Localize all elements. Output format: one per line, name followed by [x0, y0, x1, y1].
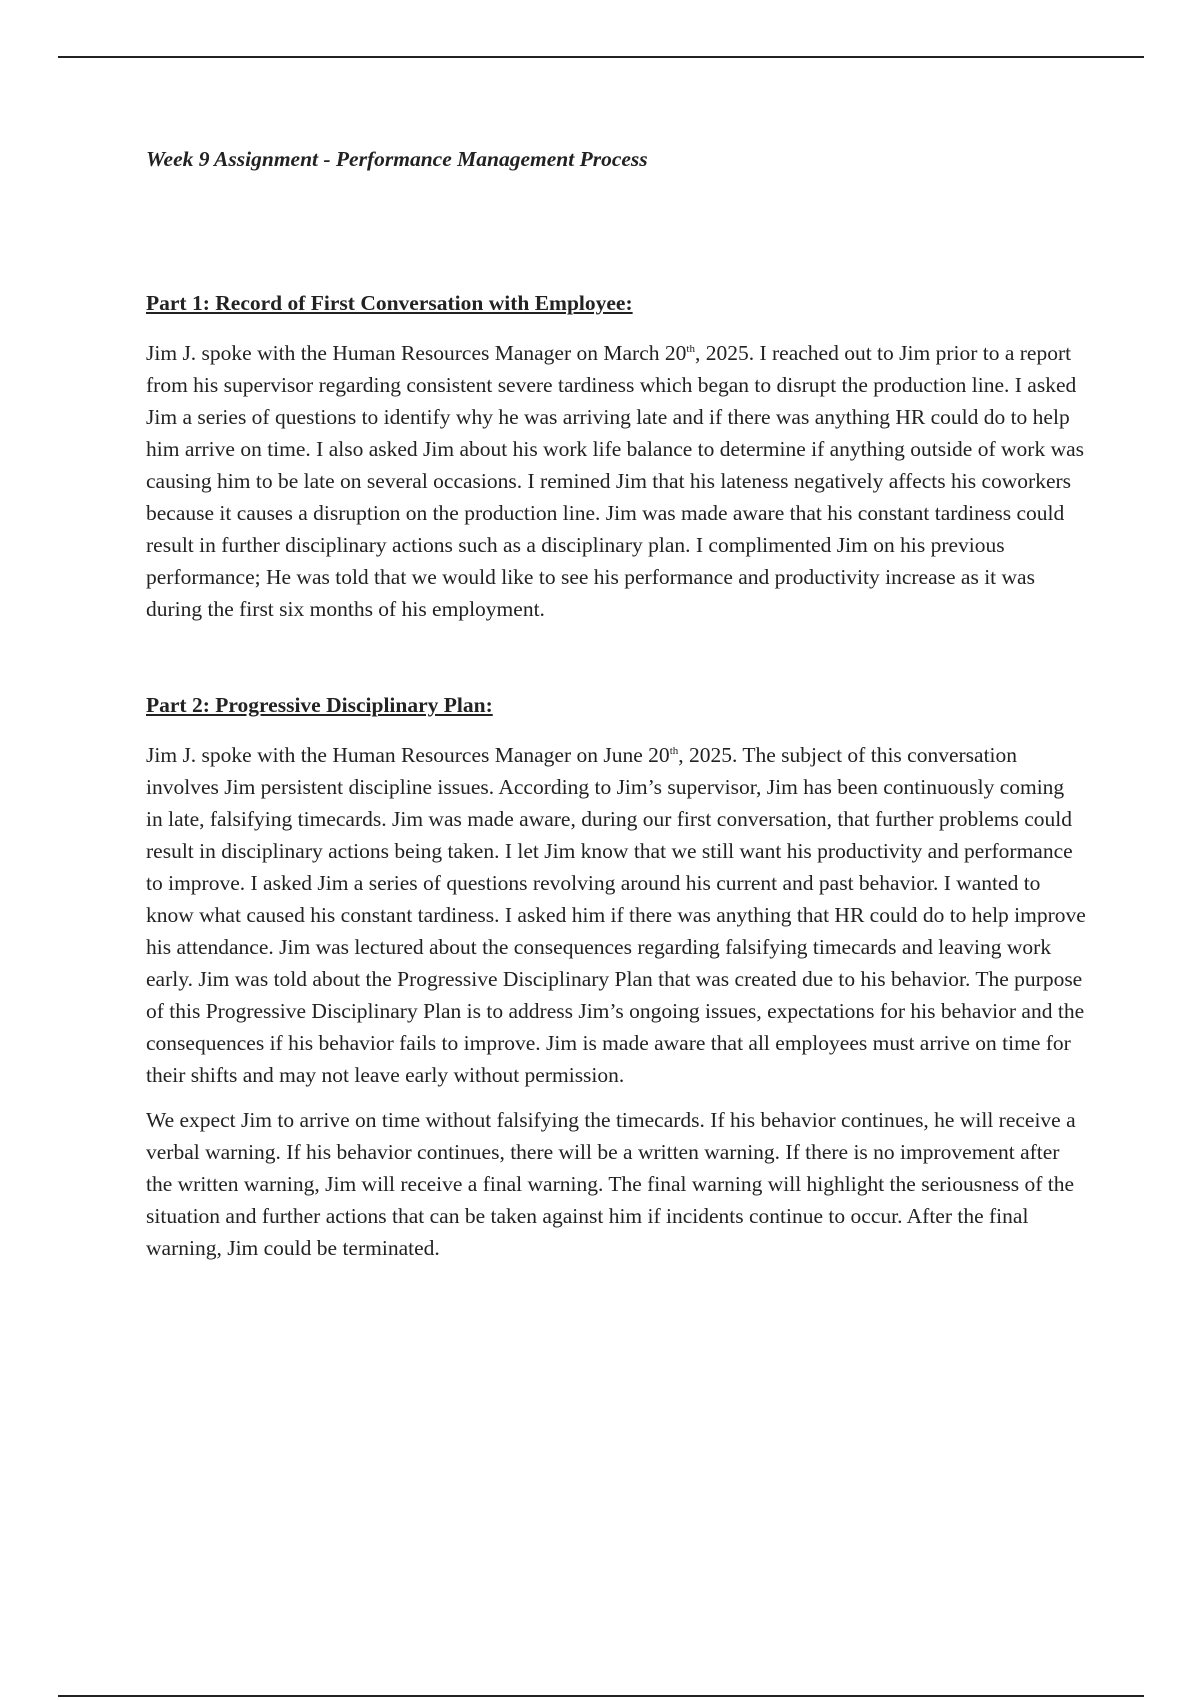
part-1-ordinal-suffix: th	[686, 342, 695, 355]
part-2-text-rest: , 2025. The subject of this conversation involves Jim persistent discipline issues. According to Jim’s supervisor, Jim has been continuously coming in late, falsifying timecards. Jim was made aware, during our first conversation, that further problems could result in disciplinary actions being taken. I let Jim know that we still want his productivity and performance to improve. I asked Jim a series of questions revolving around his current and past behavior. I wanted to know what caused his constant tardiness. I asked him if there was anything that HR could do to help improve his attendance. Jim was lectured about the consequences regarding falsifying timecards and leaving work early. Jim was told about the Progressive Disciplinary Plan that was created due to his behavior. The purpose of this Progressive Disciplinary Plan is to address Jim’s ongoing issues, expectations for his behavior and the consequences if his behavior fails to improve. Jim is made aware that all employees must arrive on time for their shifts and may not leave early without permission.	[146, 743, 1086, 1087]
part-2-text-start: Jim J. spoke with the Human Resources Manager on June 20	[146, 743, 670, 767]
part-2-paragraph-2: We expect Jim to arrive on time without falsifying the timecards. If his behavior continues, he will receive a verbal warning. If his behavior continues, there will be a written warning. If there is no improvement after the written warning, Jim will receive a final warning. The final warning will highlight the seriousness of the situation and further actions that can be taken against him if incidents continue to occur. After the final warning, Jim could be terminated.	[146, 1108, 1076, 1260]
part-1-text-rest: , 2025. I reached out to Jim prior to a report from his supervisor regarding consistent severe tardiness which began to disrupt the production line. I asked Jim a series of questions to identify why he was arriving late and if there was anything HR could do to help him arrive on time. I also asked Jim about his work life balance to determine if anything outside of work was causing him to be late on several occasions. I remined Jim that his lateness negatively affects his coworkers because it causes a disruption on the production line. Jim was made aware that his constant tardiness could result in further disciplinary actions such as a disciplinary plan. I complimented Jim on his previous performance; He was told that we would like to see his performance and productivity increase as it was during the first six months of his employment.	[146, 341, 1085, 621]
part-2-ordinal-suffix: th	[669, 744, 679, 757]
part-2-section	[146, 689, 1086, 1264]
document-title: Week 9 Assignment - Performance Management Process	[146, 147, 648, 171]
footer-rule	[58, 1695, 1144, 1697]
part-1-paragraph	[146, 337, 1086, 625]
part-1-section	[146, 287, 1086, 625]
part-1-text-start: Jim J. spoke with the Human Resources Manager on March 20	[146, 341, 687, 365]
part-2-paragraph-1	[146, 739, 1086, 1091]
part-2-heading: Part 2: Progressive Disciplinary Plan:	[146, 693, 493, 717]
document-body	[146, 143, 1086, 1277]
part-1-heading: Part 1: Record of First Conversation with Employee:	[146, 291, 633, 315]
header-rule	[58, 56, 1144, 58]
